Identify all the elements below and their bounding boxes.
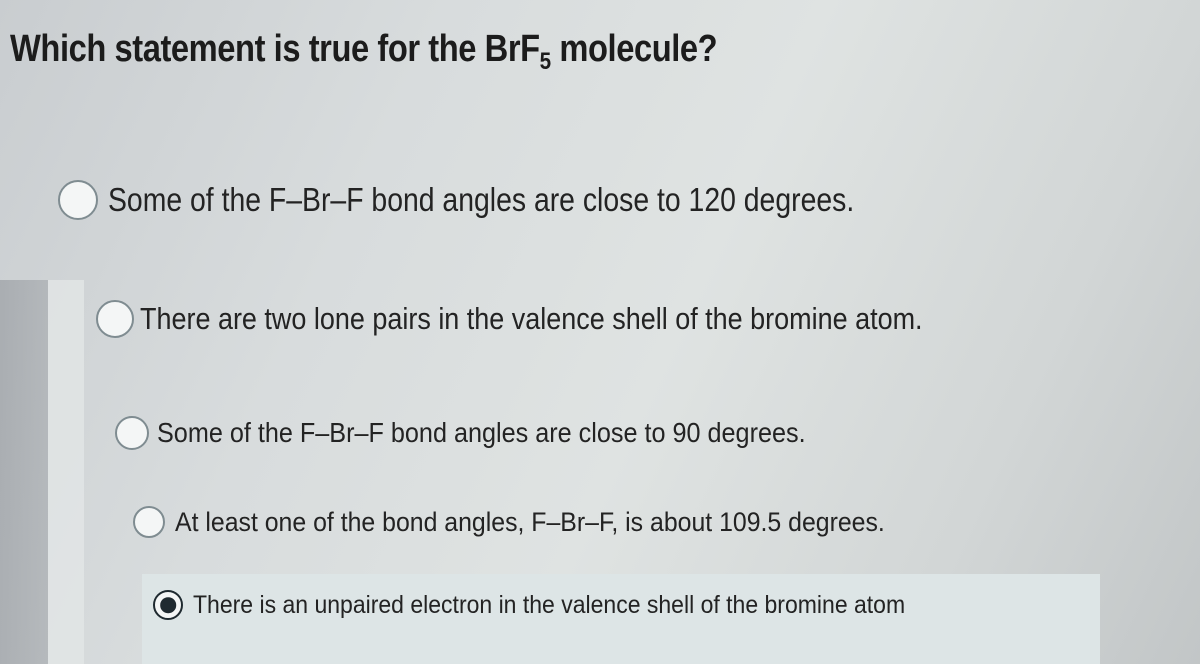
- radio-unselected-icon[interactable]: [133, 506, 165, 538]
- radio-unselected-icon[interactable]: [58, 180, 98, 220]
- radio-selected-icon[interactable]: [153, 590, 183, 620]
- answer-option-1[interactable]: [58, 180, 976, 220]
- answer-option-2[interactable]: [96, 300, 1039, 338]
- radio-unselected-icon[interactable]: [96, 300, 134, 338]
- answer-option-label: There are two lone pairs in the valence shell of the bromine atom.: [140, 301, 923, 336]
- answer-option-label: Some of the F–Br–F bond angles are close to 90 degrees.: [157, 417, 806, 448]
- question-subscript: 5: [539, 48, 551, 75]
- answer-option-4[interactable]: [133, 506, 947, 538]
- answer-option-label: At least one of the bond angles, F–Br–F, is about 109.5 degrees.: [175, 506, 885, 537]
- radio-unselected-icon[interactable]: [115, 416, 149, 450]
- question-prefix: Which statement is true for the BrF: [10, 28, 540, 70]
- answer-option-5[interactable]: [153, 590, 967, 620]
- answer-option-label: There is an unpaired electron in the valence shell of the bromine atom: [193, 590, 906, 619]
- answer-option-3[interactable]: [115, 416, 878, 450]
- left-scroll-rail: [0, 280, 48, 664]
- left-rail-highlight: [48, 280, 84, 664]
- question-text: [10, 28, 717, 76]
- question-suffix: molecule?: [550, 28, 718, 70]
- answer-option-label: Some of the F–Br–F bond angles are close to 120 degrees.: [108, 181, 855, 218]
